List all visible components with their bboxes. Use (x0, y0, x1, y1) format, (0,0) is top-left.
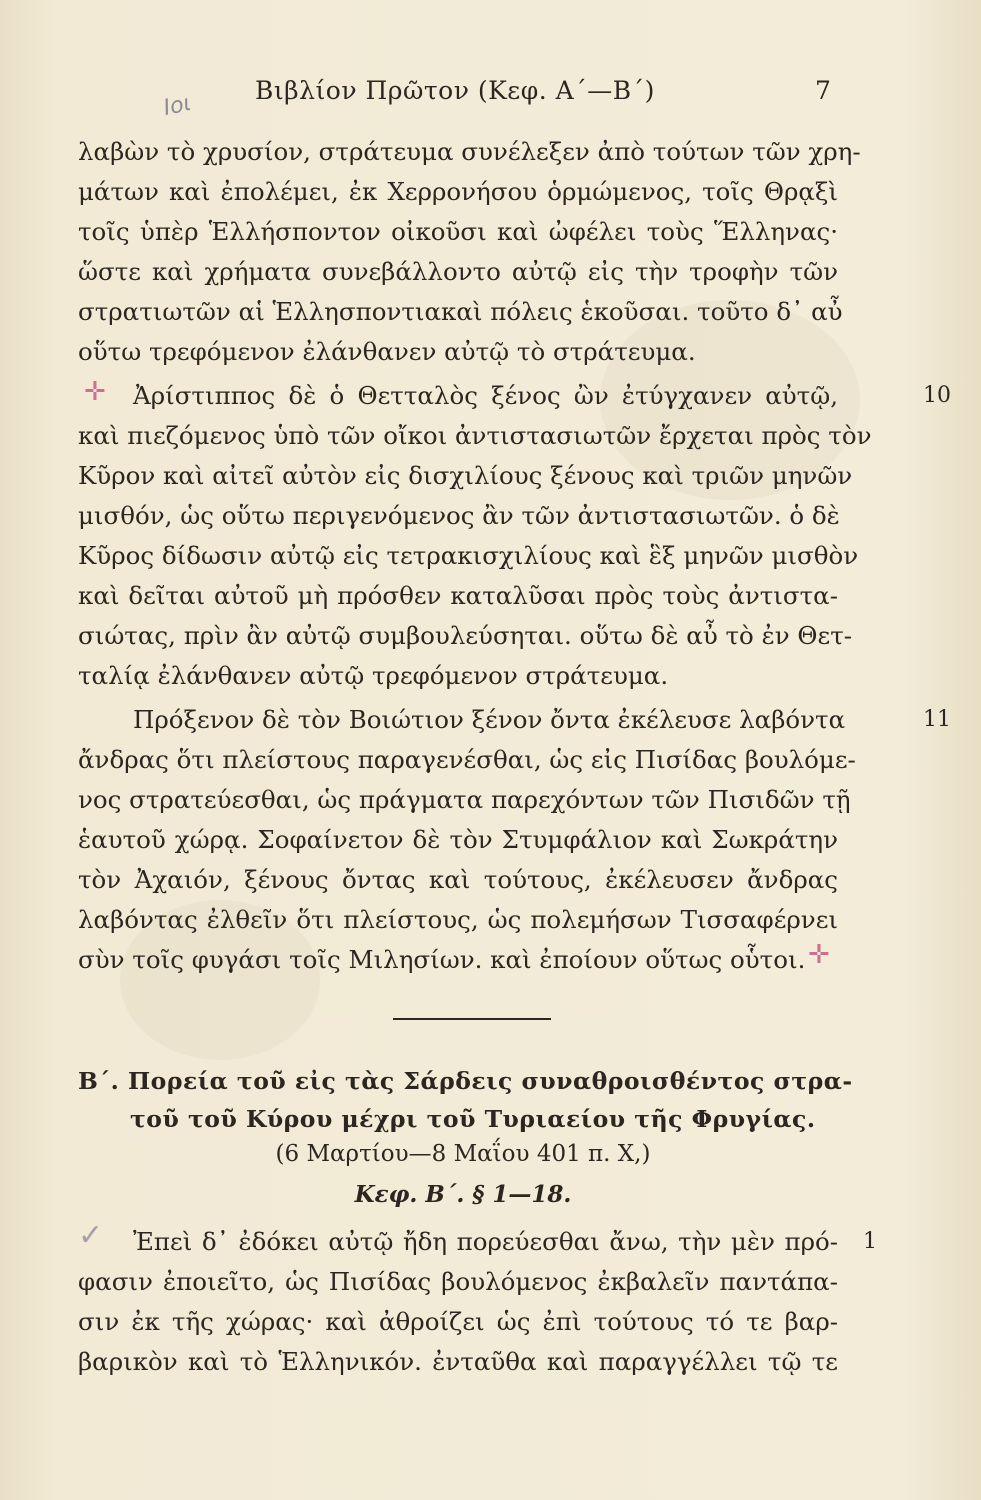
text-line: τοῖς ὑπὲρ Ἑλλήσποντον οἰκοῦσι καὶ ὠφέλει τοὺς Ἕλληνας· (78, 217, 838, 246)
text-line: τὸν Ἀχαιόν, ξένους ὄντας καὶ τούτους, ἐκέλευσεν ἄνδρας (78, 865, 838, 894)
text-line: Πρόξενον δὲ τὸν Βοιώτιον ξένον ὄντα ἐκέλευσε λαβόντα (133, 705, 846, 734)
running-title: Βιβλίον Πρῶτον (Κεφ. Α΄—Β΄) (255, 76, 655, 105)
text-line: καὶ πιεζόμενος ὑπὸ τῶν οἴκοι ἀντιστασιωτῶν ἔρχεται πρὸς τὸν (78, 421, 872, 450)
text-line: σὺν τοῖς φυγάσι τοῖς Μιλησίων. καὶ ἐποίουν οὕτως οὗτοι. (78, 945, 806, 974)
chapter-reference: Κεφ. Β΄. § 1—18. (354, 1181, 572, 1208)
text-line: σιώτας, πρὶν ἂν αὐτῷ συμβουλεύσηται. οὕτω δὲ αὖ τὸ ἐν Θετ- (78, 621, 853, 650)
section-dates: (6 Μαρτίου—8 Μαΐου 401 π. Χ,) (275, 1141, 651, 1167)
text-line: λαβὼν τὸ χρυσίον, στράτευμα συνέλεξεν ἀπὸ τούτων τῶν χρη- (78, 137, 861, 166)
text-line: νος στρατεύεσθαι, ὡς πράγματα παρεχόντων τῶν Πισιδῶν τῇ (78, 785, 851, 814)
section-divider (393, 1018, 551, 1020)
section-heading-line: Β΄. Πορεία τοῦ εἰς τὰς Σάρδεις συναθροισθέντος στρα- (78, 1067, 853, 1095)
running-header (0, 70, 981, 110)
section-number: 11 (923, 707, 951, 732)
text-line: καὶ δεῖται αὐτοῦ μὴ πρόσθεν καταλῦσαι πρὸς τοὺς ἀντιστα- (78, 581, 838, 610)
pencil-check-mark: ✓ (78, 1218, 104, 1253)
text-line: φασιν ἐποιεῖτο, ὡς Πισίδας βουλόμενος ἐκβαλεῖν παντάπα- (78, 1267, 838, 1296)
text-line: σιν ἐκ τῆς χώρας· καὶ ἀθροίζει ὡς ἐπὶ τούτους τό τε βαρ- (78, 1307, 838, 1336)
text-line: μάτων καὶ ἐπολέμει, ἐκ Χερρονήσου ὁρμώμενος, τοῖς Θρᾳξὶ (78, 177, 838, 206)
margin-scribble: Ιοι (161, 90, 194, 122)
text-line: βαρικὸν καὶ τὸ Ἑλληνικόν. ἐνταῦθα καὶ παραγγέλλει τῷ τε (78, 1347, 838, 1376)
text-line: λαβόντας ἐλθεῖν ὅτι πλείστους, ὡς πολεμήσων Τισσαφέρνει (78, 905, 838, 934)
text-line: οὕτω τρεφόμενον ἐλάνθανεν αὐτῷ τὸ στράτευμα. (78, 337, 696, 366)
section-number: 1 (863, 1229, 877, 1254)
section-heading (78, 1062, 853, 1138)
section-heading-line: τοῦ τοῦ Κύρου μέχρι τοῦ Τυριαείου τῆς Φρυγίας. (130, 1105, 816, 1133)
pencil-cross-mark: ✛ (84, 377, 106, 407)
text-line: Ἐπεὶ δ᾽ ἐδόκει αὐτῷ ἤδη πορεύεσθαι ἄνω, τὴν μὲν πρό- (133, 1227, 838, 1256)
text-line: στρατιωτῶν αἱ Ἑλλησποντιακαὶ πόλεις ἑκοῦσαι. τοῦτο δ᾽ αὖ (78, 297, 843, 326)
text-line: Κῦρον καὶ αἰτεῖ αὐτὸν εἰς δισχιλίους ξένους καὶ τριῶν μηνῶν (78, 461, 853, 490)
text-line: Κῦρος δίδωσιν αὐτῷ εἰς τετρακισχιλίους καὶ ἓξ μηνῶν μισθὸν (78, 541, 859, 570)
text-line: ἄνδρας ὅτι πλείστους παραγενέσθαι, ὡς εἰς Πισίδας βουλόμε- (78, 745, 856, 774)
text-line: ταλίᾳ ἐλάνθανεν αὐτῷ τρεφόμενον στράτευμα. (78, 661, 669, 690)
section-number: 10 (923, 383, 951, 408)
text-line: ἑαυτοῦ χώρᾳ. Σοφαίνετον δὲ τὸν Στυμφάλιον καὶ Σωκράτην (78, 825, 838, 854)
text-line: μισθόν, ὡς οὕτω περιγενόμενος ἂν τῶν ἀντιστασιωτῶν. ὁ δὲ (78, 501, 840, 530)
pencil-cross-mark: ✛ (808, 940, 830, 970)
text-line: Ἀρίστιππος δὲ ὁ Θετταλὸς ξένος ὢν ἐτύγχανεν αὐτῷ, (133, 381, 838, 410)
page-number: 7 (815, 76, 831, 105)
text-line: ὥστε καὶ χρήματα συνεβάλλοντο αὐτῷ εἰς τὴν τροφὴν τῶν (78, 257, 838, 286)
